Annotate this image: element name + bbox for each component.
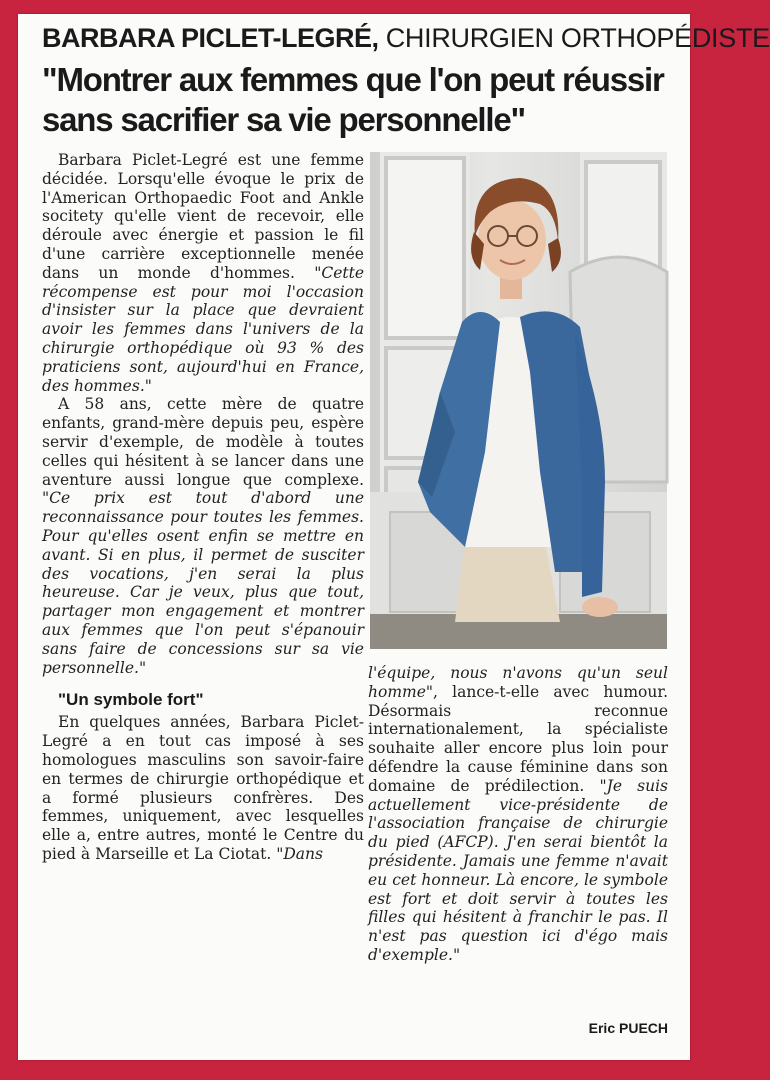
paragraph-2-text: A 58 ans, cette mère de quatre enfants, grand-mère depuis peu, espère servir d'exemple, de modèle à toutes celles qui hésitent à se lancer dans une aventure aussi longue que complexe. (42, 395, 364, 489)
paragraph-4-text: , lance-t-elle avec humour. Désormais reconnue internationalement, la spécialiste souhaite aller encore plus loin pour défendre la cause féminine dans son domaine de prédilection. (368, 682, 668, 795)
portrait-illustration (370, 152, 667, 649)
paragraph-1 (42, 151, 364, 395)
paragraph-4-quote: l'équipe, nous n'avons qu'un seul homme" (368, 664, 668, 701)
paragraph-1-text: Barbara Piclet-Legré est une femme décidée. Lorsqu'elle évoque le prix de l'American Orthopaedic Foot and Ankle socitety qu'elle vient de recevoir, elle déroule avec énergie et passion le fil d'une carrière exceptionnelle menée dans un monde d'hommes. (42, 151, 364, 282)
paragraph-4-quote-2: "Je suis actuellement vice-présidente de l'association française de chirurgie du pied (AFCP). J'en serai bientôt la présidente. Jamais une femme n'avait eu cet honneur. Là encore, le symbole est fort et doit servir à toutes les filles qui hésitent à franchir le pas. Il n'est pas question ici d'égo mais d'exemple." (368, 776, 668, 964)
paragraph-3-text: En quelques années, Barbara Piclet-Legré a en tout cas imposé à ses homologues masculins son savoir-faire en termes de chirurgie orthopédique et a formé plusieurs confrères. Des femmes, uniquement, avec lesquelles elle a, entre autres, monté le Centre du pied à Marseille et La Ciotat. (42, 713, 364, 863)
author-byline: Eric PUECH (588, 1020, 668, 1036)
paragraph-4 (368, 664, 668, 965)
paragraph-3 (42, 713, 364, 863)
section-subhead: "Un symbole fort" (58, 690, 204, 710)
paragraph-3-quote: "Dans (276, 844, 323, 863)
paragraph-1-quote: "Cette récompense est pour moi l'occasion d'insister sur la place que devraient avoir les femmes dans l'univers de la chirurgie orthopédique où 93 % des praticiens sont, aujourd'hui en France, des hommes." (42, 263, 364, 395)
article-kicker (42, 20, 770, 56)
text-column-left (42, 151, 364, 864)
article-page (18, 14, 770, 1060)
paragraph-2-quote: "Ce prix est tout d'abord une reconnaissance pour toutes les femmes. Pour qu'elles osent enfin se mettre en avant. Si en plus, il permet de susciter des vocations, j'en serai la plus heureuse. Car je veux, plus que tout, partager mon engagement et montrer aux femmes que l'on peut s'épanouir sans faire de concessions sur sa vie personnelle." (42, 489, 364, 677)
paragraph-2 (42, 395, 364, 677)
kicker-name: BARBARA PICLET-LEGRÉ, (42, 23, 379, 53)
article-headline: "Montrer aux femmes que l'on peut réussir sans sacrifier sa vie personnelle" (42, 61, 664, 138)
text-column-right (368, 664, 668, 965)
kicker-role: CHIRURGIEN ORTHOPÉDISTE (378, 23, 770, 53)
portrait-photo (370, 152, 667, 649)
